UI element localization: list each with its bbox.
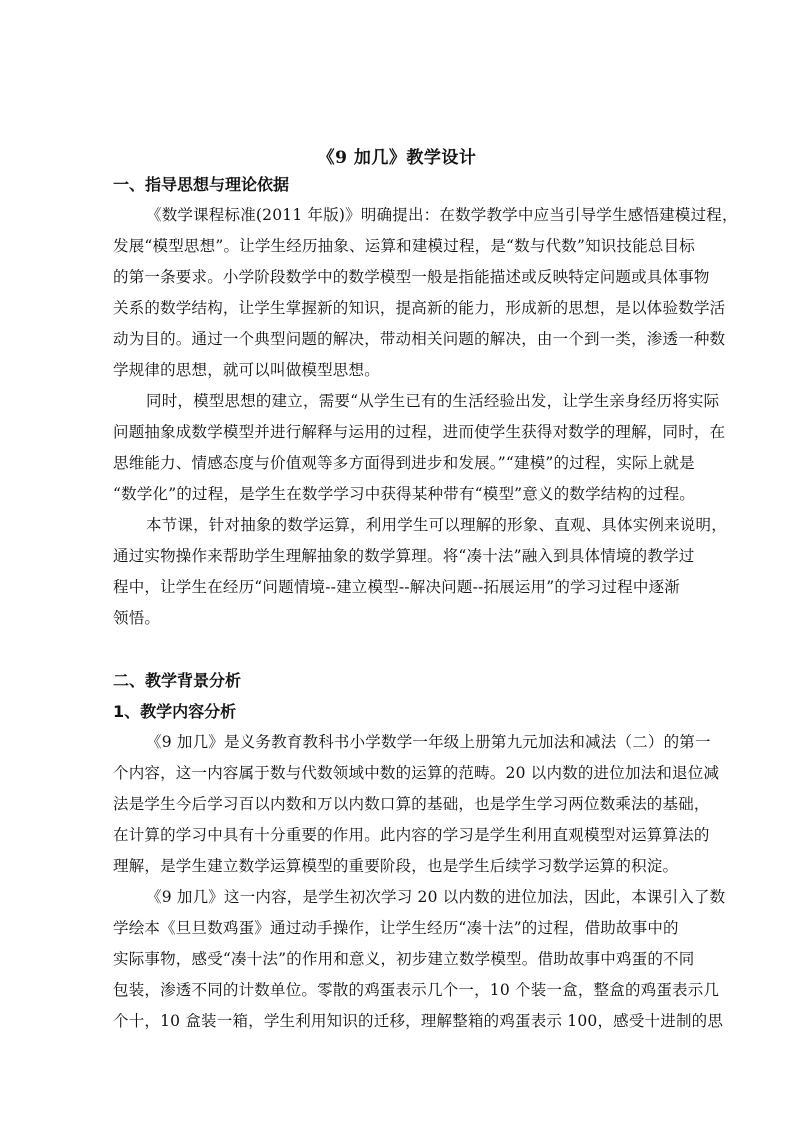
- paragraph-line: 《9 加几》这一内容，是学生初次学习 20 以内数的进位加法，因此，本课引入了数: [146, 888, 726, 906]
- paragraph-line: 动为目的。通过一个典型问题的解决，带动相关问题的解决，由一个到一类，渗透一种数: [113, 330, 726, 348]
- section-heading-2: 二、教学背景分析: [113, 671, 242, 690]
- paragraph-line: 理解，是学生建立数学运算模型的重要阶段，也是学生后续学习数学运算的积淀。: [113, 857, 679, 875]
- paragraph-line: 程中，让学生在经历“问题情境--建立模型--解决问题--拓展运用”的学习过程中逐渐: [113, 578, 680, 596]
- paragraph-line: 学绘本《旦旦数鸡蛋》通过动手操作，让学生经历“凑十法”的过程，借助故事中的: [113, 919, 679, 937]
- paragraph-line: 学规律的思想，就可以叫做模型思想。: [113, 361, 380, 379]
- paragraph-line: 在计算的学习中具有十分重要的作用。此内容的学习是学生利用直观模型对运算算法的: [113, 826, 710, 844]
- paragraph-line: 本节课，针对抽象的数学运算，利用学生可以理解的形象、直观、具体实例来说明，: [146, 516, 727, 534]
- paragraph-line: 领悟。: [113, 609, 161, 627]
- paragraph-line: 包装，渗透不同的计数单位。零散的鸡蛋表示几个一，10 个装一盒，整盒的鸡蛋表示几: [113, 981, 720, 999]
- paragraph-line: 思维能力、情感态度与价值观等多方面得到进步和发展。”“建模”的过程，实际上就是: [113, 454, 695, 472]
- paragraph-line: 通过实物操作来帮助学生理解抽象的数学算理。将“凑十法”融入到具体情境的教学过: [113, 547, 695, 565]
- paragraph-line: 发展“模型思想”。让学生经历抽象、运算和建模过程，是“数与代数”知识技能总目标: [113, 237, 695, 255]
- paragraph-line: 《9 加几》是义务教育教科书小学数学一年级上册第九元加法和减法（二）的第一: [146, 733, 711, 751]
- paragraph-line: 关系的数学结构，让学生掌握新的知识，提高新的能力，形成新的思想，是以体验数学活: [113, 299, 726, 317]
- paragraph-line: 同时，模型思想的建立，需要“从学生已有的生活经验出发，让学生亲身经历将实际: [146, 392, 720, 410]
- paragraph-line: 法是学生今后学习百以内数和万以内数口算的基础，也是学生学习两位数乘法的基础，: [113, 795, 710, 813]
- document-title: 《9 加几》教学设计: [317, 148, 477, 168]
- paragraph-line: 的第一条要求。小学阶段数学中的数学模型一般是指能描述或反映特定问题或具体事物: [113, 268, 710, 286]
- paragraph-line: 实际事物，感受“凑十法”的作用和意义，初步建立数学模型。借助故事中鸡蛋的不同: [113, 950, 695, 968]
- paragraph-line: 个内容，这一内容属于数与代数领域中数的运算的范畴。20 以内数的进位加法和退位减: [113, 764, 720, 782]
- paragraph-line: “数学化”的过程，是学生在数学学习中获得某种带有“模型”意义的数学结构的过程。: [113, 485, 695, 503]
- paragraph-line: 个十，10 盒装一箱，学生利用知识的迁移，理解整箱的鸡蛋表示 100，感受十进制的思: [113, 1012, 724, 1030]
- section-heading-1: 一、指导思想与理论依据: [113, 175, 290, 194]
- subsection-heading: 1、教学内容分析: [113, 702, 237, 721]
- paragraph-line: 《数学课程标准(2011 年版)》明确提出：在数学教学中应当引导学生感悟建模过程，: [146, 206, 738, 224]
- paragraph-line: 问题抽象成数学模型并进行解释与运用的过程，进而使学生获得对数学的理解，同时，在: [113, 423, 726, 441]
